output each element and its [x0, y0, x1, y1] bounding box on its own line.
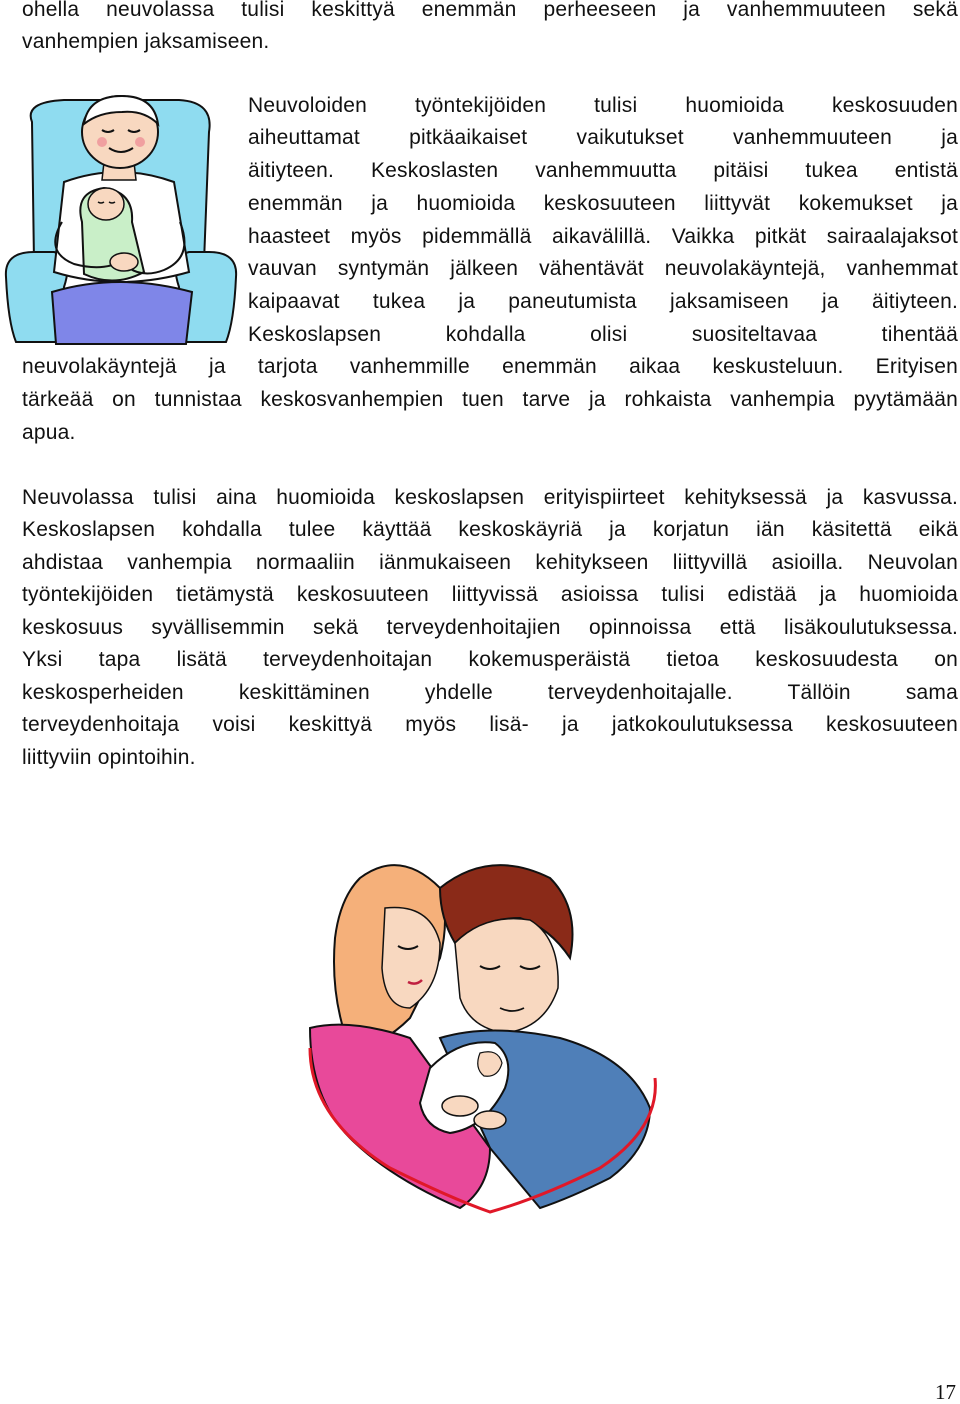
text-line: Neuvoloiden työntekijöiden tulisi huomioida keskosuuden	[248, 94, 958, 117]
text-line: keskosperheiden keskittäminen yhdelle terveydenhoitajalle. Tällöin sama	[22, 681, 958, 704]
text-line: työntekijöiden tietämystä keskosuuteen liittyvissä asioissa tulisi edistää ja huomioida	[22, 583, 958, 606]
text-line: vauvan syntymän jälkeen vähentävät neuvolakäyntejä, vanhemmat	[248, 257, 958, 280]
parents-newborn-heart-illustration	[290, 848, 670, 1214]
text-line: neuvolakäyntejä ja tarjota vanhemmille enemmän aikaa keskusteluun. Erityisen	[22, 355, 958, 378]
text-line: Keskoslapsen kohdalla tulee käyttää keskoskäyriä ja korjatun iän käsitettä eikä	[22, 518, 958, 541]
text-line: apua.	[22, 421, 76, 444]
text-line: haasteet myös pidemmällä aikavälillä. Vaikka pitkät sairaalajaksot	[248, 225, 958, 248]
page-number: 17	[935, 1380, 956, 1404]
text-line: terveydenhoitaja voisi keskittyä myös lisä- ja jatkokoulutuksessa keskosuuteen	[22, 713, 958, 736]
text-line: ahdistaa vanhempia normaaliin iänmukaiseen kehitykseen liittyvillä asioilla. Neuvolan	[22, 551, 958, 574]
text-line: liittyviin opintoihin.	[22, 746, 196, 769]
father-baby-armchair-illustration	[4, 92, 238, 348]
text-line: vanhempien jaksamiseen.	[22, 30, 270, 53]
text-line: kaipaavat tukea ja paneutumista jaksamiseen ja äitiyteen.	[248, 290, 958, 313]
text-line: Yksi tapa lisätä terveydenhoitajan kokemusperäistä tietoa keskosuudesta on	[22, 648, 958, 671]
text-line: Neuvolassa tulisi aina huomioida keskoslapsen erityispiirteet kehityksessä ja kasvussa.	[22, 486, 958, 509]
text-line: enemmän ja huomioida keskosuuteen liittyvät kokemukset ja	[248, 192, 958, 215]
text-line: Keskoslapsen kohdalla olisi suositeltavaa tihentää	[248, 323, 958, 346]
text-line: keskosuus syvällisemmin sekä terveydenhoitajien opinnoissa että lisäkoulutuksessa.	[22, 616, 958, 639]
text-line: aiheuttamat pitkäaikaiset vaikutukset vanhemmuuteen ja	[248, 126, 958, 149]
text-line: äitiyteen. Keskoslasten vanhemmuutta pitäisi tukea entistä	[248, 159, 958, 182]
text-line: ohella neuvolassa tulisi keskittyä enemmän perheeseen ja vanhemmuuteen sekä	[22, 0, 958, 21]
text-line: tärkeää on tunnistaa keskosvanhempien tuen tarve ja rohkaista vanhempia pyytämään	[22, 388, 958, 411]
